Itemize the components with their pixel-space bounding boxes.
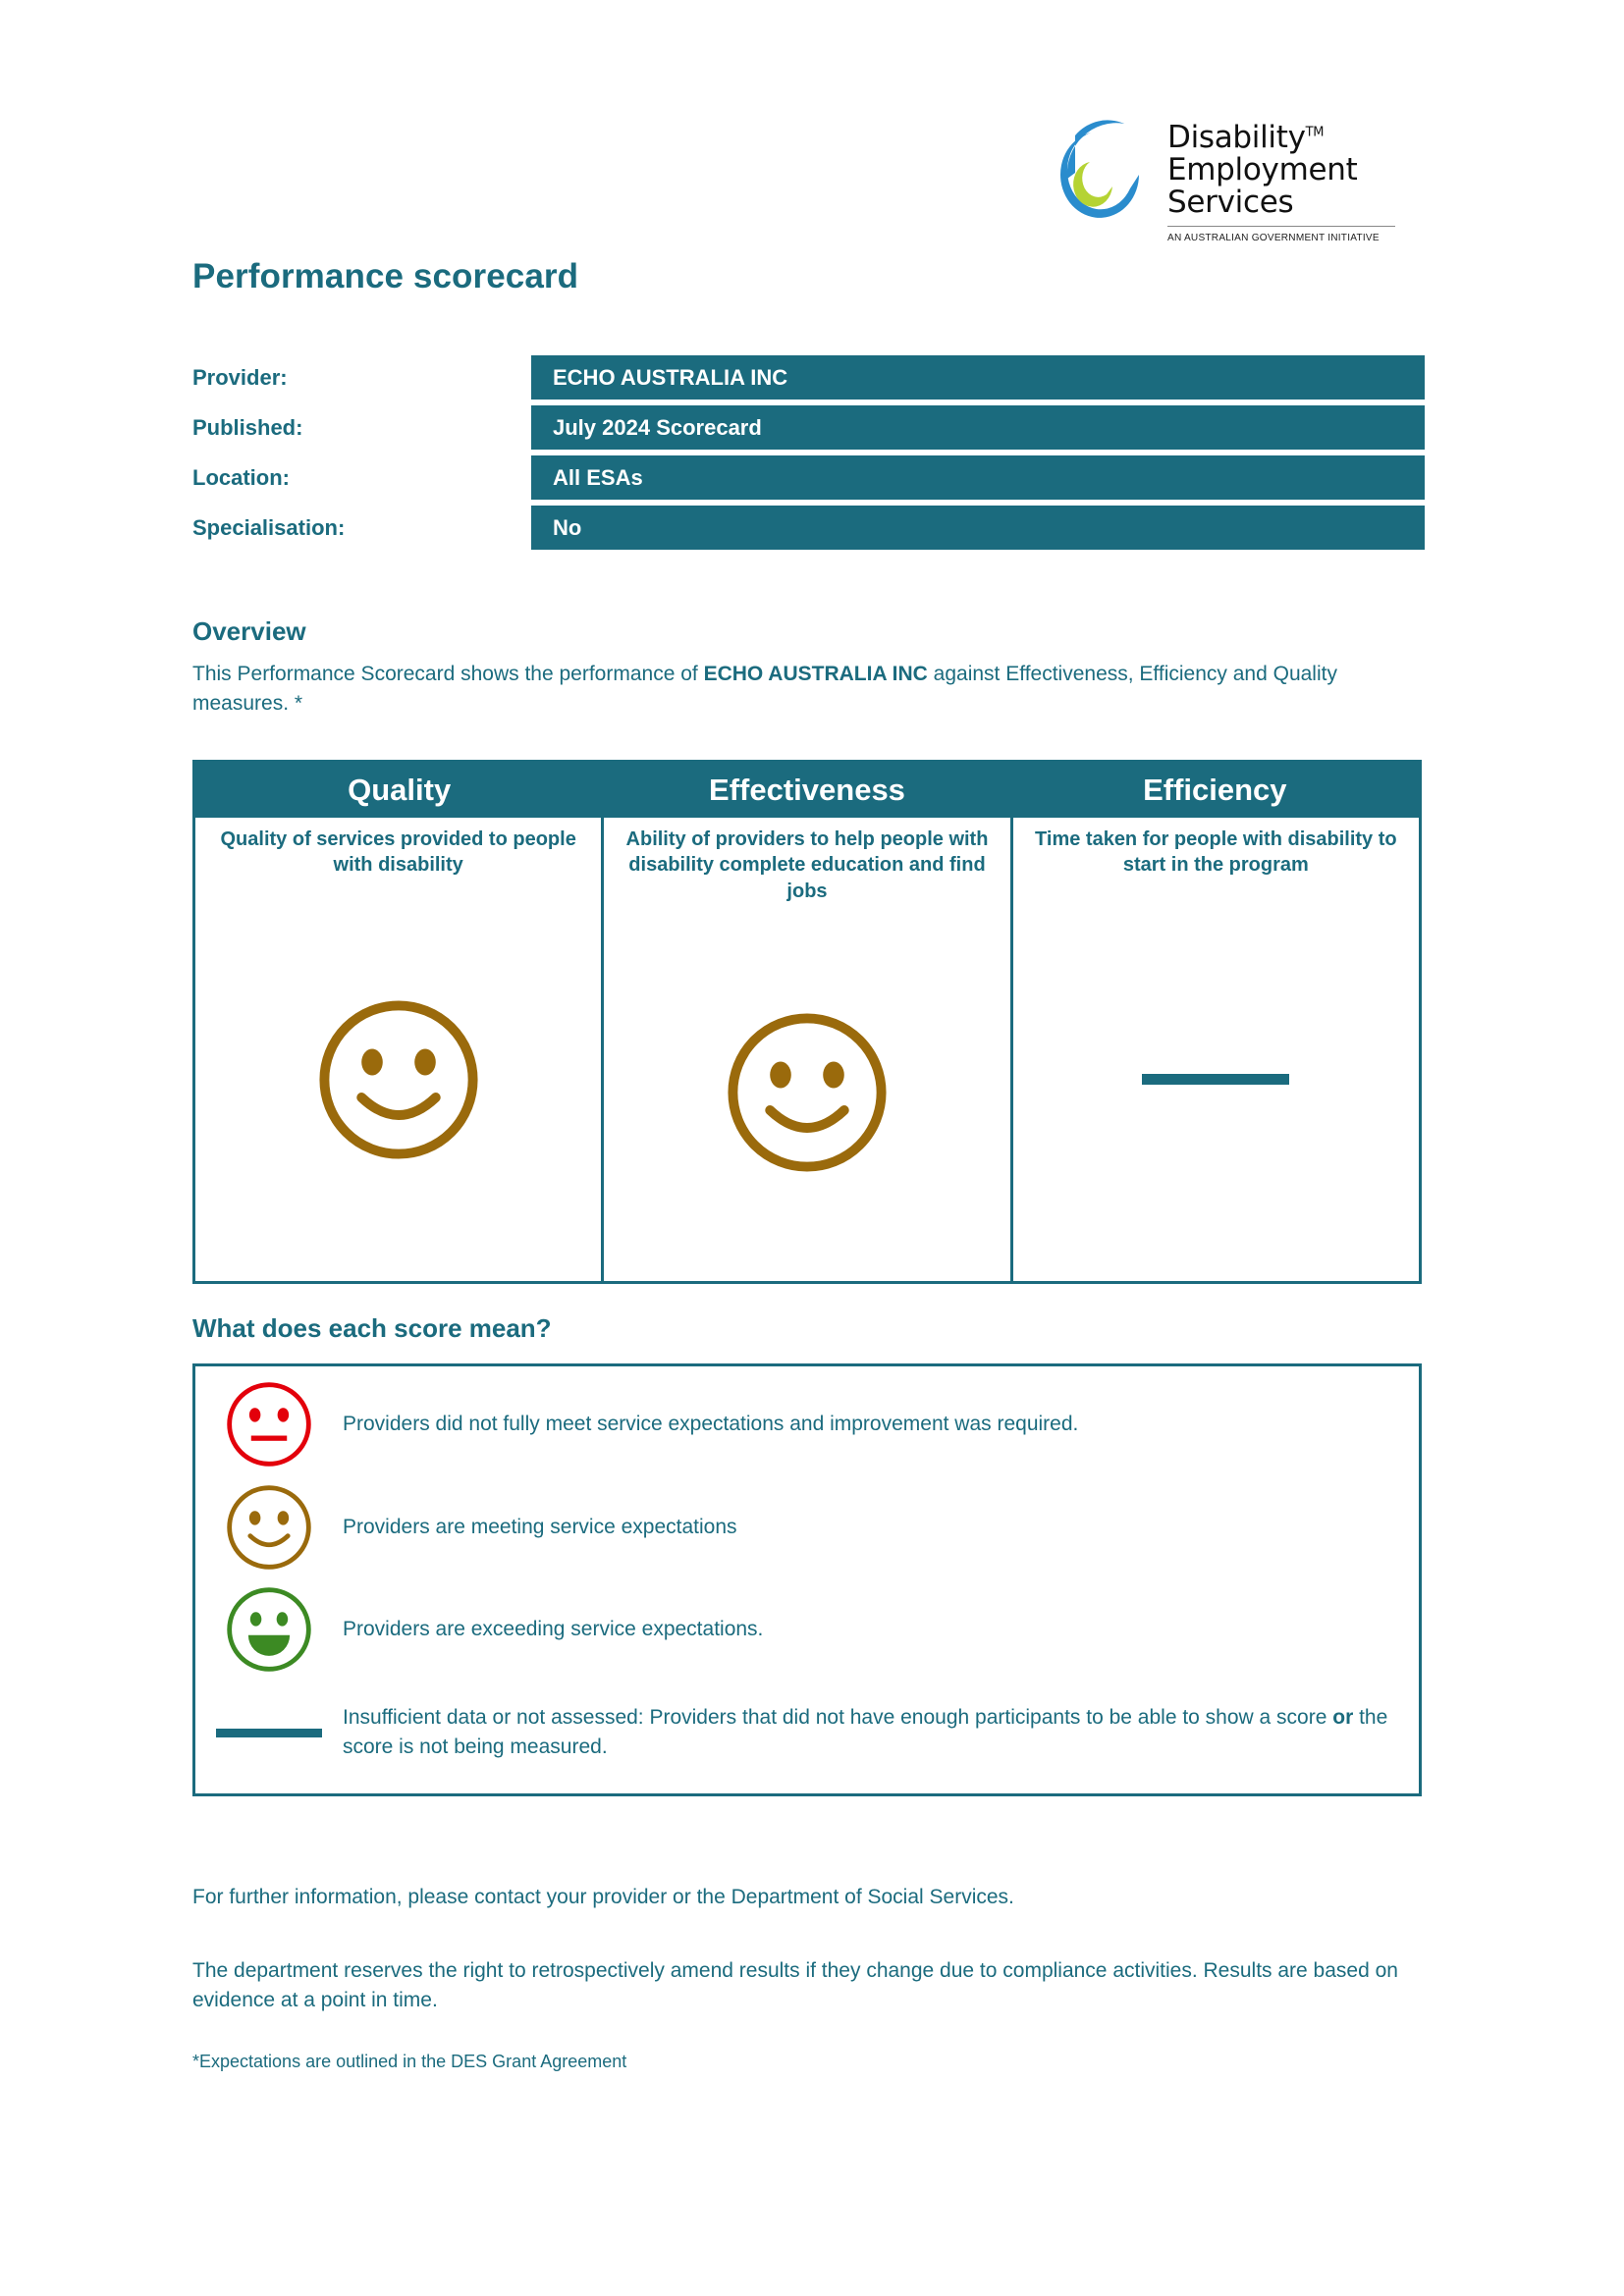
measures-header-quality: Quality bbox=[348, 773, 452, 807]
smiley-face-amber-icon bbox=[719, 1004, 895, 1181]
legend-icon-cell-dash bbox=[195, 1729, 343, 1737]
info-value-specialisation: No bbox=[531, 506, 1425, 550]
legend-text-not-met: Providers did not fully meet service expectations and improvement was required. bbox=[343, 1413, 1079, 1436]
footer-contact-text: For further information, please contact your provider or the Department of Social Services. bbox=[192, 1886, 1014, 1908]
legend-box bbox=[192, 1363, 1422, 1796]
des-logo bbox=[1046, 116, 1429, 288]
legend-dash-text-before: Insufficient data or not assessed: Providers that did not have enough participants to be able to show a score bbox=[343, 1706, 1333, 1730]
legend-text-not-assessed bbox=[343, 1703, 1419, 1762]
info-row-specialisation bbox=[192, 506, 1425, 550]
legend-row-meeting bbox=[195, 1476, 1419, 1578]
footer-amend-text: The department reserves the right to retrospectively amend results if they change due to compliance activities. Results are based on evidence at a point in time. bbox=[192, 1959, 1398, 2012]
info-label-specialisation: Specialisation: bbox=[192, 514, 346, 540]
grin-face-green-icon bbox=[222, 1582, 316, 1677]
smiley-face-amber-icon bbox=[222, 1480, 316, 1575]
legend-heading: What does each score mean? bbox=[192, 1313, 552, 1343]
legend-row-not-met bbox=[195, 1372, 1419, 1476]
des-logo-wordmark bbox=[1167, 116, 1395, 243]
measure-description-effectiveness: Ability of providers to help people with disability complete education and find jobs bbox=[625, 828, 989, 902]
logo-line-3: Services bbox=[1167, 184, 1294, 220]
overview-text-after: against Effectiveness, Efficiency and Quality measures. * bbox=[192, 663, 1337, 715]
legend-row-not-assessed bbox=[195, 1681, 1419, 1785]
measures-table-body bbox=[195, 818, 1419, 1281]
info-value-published: July 2024 Scorecard bbox=[531, 405, 1425, 450]
legend-icon-cell-red bbox=[195, 1377, 343, 1471]
measure-description-quality: Quality of services provided to people with disability bbox=[220, 828, 576, 877]
measure-column-quality bbox=[195, 818, 601, 1281]
measure-description-efficiency: Time taken for people with disability to start in the program bbox=[1035, 828, 1397, 877]
overview-text-before: This Performance Scorecard shows the performance of bbox=[192, 663, 704, 685]
measure-score-quality bbox=[195, 879, 601, 1281]
page-title: Performance scorecard bbox=[192, 257, 579, 295]
measures-table-header bbox=[195, 763, 1419, 818]
logo-divider bbox=[1167, 226, 1395, 227]
overview-provider-name: ECHO AUSTRALIA INC bbox=[703, 663, 928, 685]
measure-column-efficiency bbox=[1010, 818, 1419, 1281]
measure-score-effectiveness bbox=[604, 904, 1009, 1281]
logo-initiative-text: AN AUSTRALIAN GOVERNMENT INITIATIVE bbox=[1167, 231, 1380, 243]
smiley-face-amber-icon bbox=[310, 991, 487, 1168]
neutral-face-red-icon bbox=[222, 1377, 316, 1471]
legend-icon-cell-amber bbox=[195, 1480, 343, 1575]
provider-info-table bbox=[192, 355, 1425, 556]
measures-table bbox=[192, 760, 1422, 1284]
legend-dash-text-after: the score is not being measured. bbox=[343, 1706, 1388, 1758]
info-row-published bbox=[192, 405, 1425, 450]
info-label-published: Published: bbox=[192, 414, 303, 440]
logo-line-1: Disability™ bbox=[1167, 120, 1325, 155]
info-row-provider bbox=[192, 355, 1425, 400]
legend-text-exceeding: Providers are exceeding service expectations. bbox=[343, 1618, 764, 1641]
measures-header-effectiveness: Effectiveness bbox=[709, 773, 905, 807]
overview-paragraph bbox=[192, 660, 1400, 719]
measure-column-effectiveness bbox=[601, 818, 1009, 1281]
legend-row-exceeding bbox=[195, 1578, 1419, 1681]
info-label-location: Location: bbox=[192, 464, 290, 490]
dash-not-assessed-icon bbox=[216, 1729, 322, 1737]
info-row-location bbox=[192, 455, 1425, 500]
dash-not-assessed-icon bbox=[1142, 1074, 1289, 1085]
overview-heading: Overview bbox=[192, 616, 306, 646]
des-logo-mark bbox=[1046, 116, 1154, 243]
info-value-provider: ECHO AUSTRALIA INC bbox=[531, 355, 1425, 400]
measure-score-efficiency bbox=[1013, 879, 1419, 1281]
legend-dash-text-bold: or bbox=[1332, 1706, 1354, 1730]
trademark-mark: TM bbox=[1305, 125, 1325, 140]
measures-header-efficiency: Efficiency bbox=[1143, 773, 1287, 807]
info-value-location: All ESAs bbox=[531, 455, 1425, 500]
logo-line-2: Employment bbox=[1167, 151, 1358, 187]
legend-icon-cell-green bbox=[195, 1582, 343, 1677]
legend-text-meeting: Providers are meeting service expectations bbox=[343, 1516, 737, 1539]
footer-expectations-note: *Expectations are outlined in the DES Grant Agreement bbox=[192, 2052, 627, 2071]
info-label-provider: Provider: bbox=[192, 364, 288, 390]
